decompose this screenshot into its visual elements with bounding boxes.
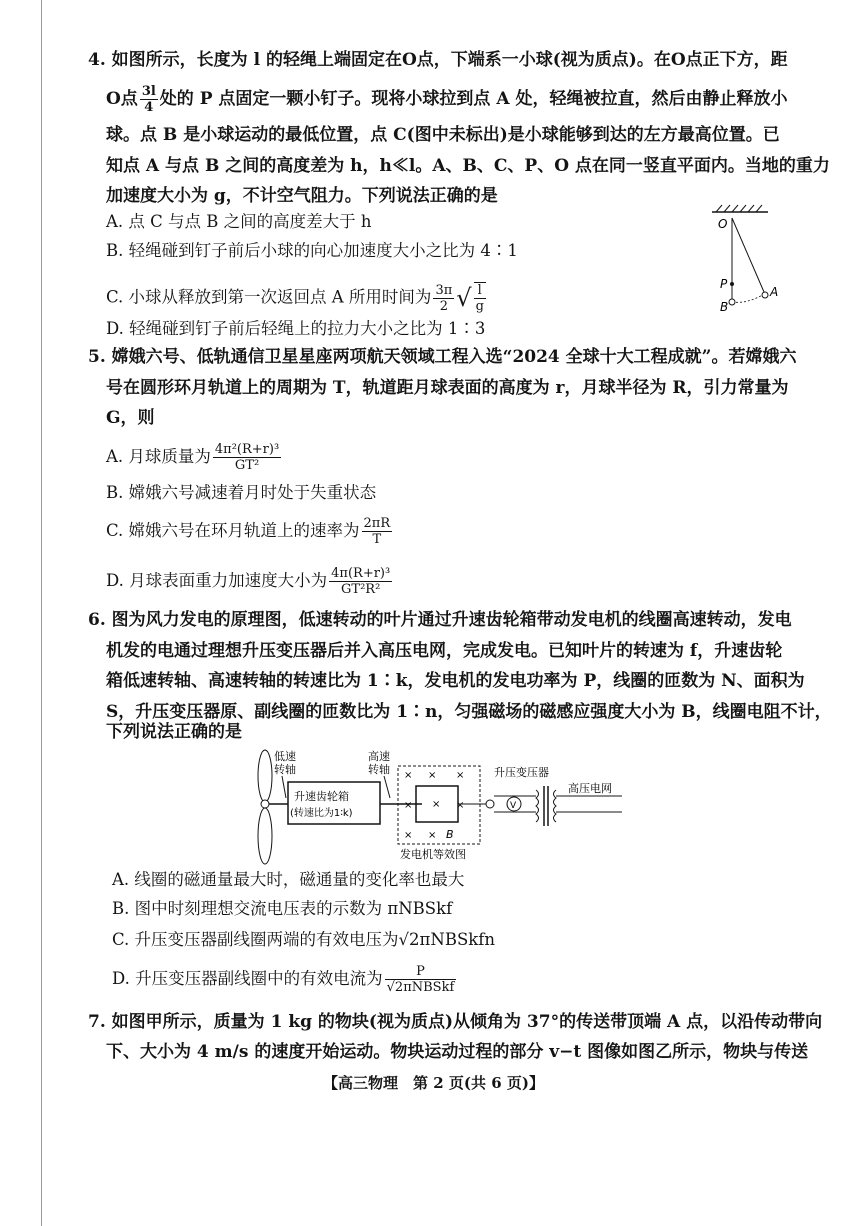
q6-option-d-fraction [385, 964, 457, 995]
q7-line-1: 7. 如图甲所示，质量为 1 kg 的物块(视为质点)从倾角为 37°的传送带顶端 A 点，以沿传动带向 [88, 1012, 823, 1032]
q6-option-a: A. 线圈的磁通量最大时，磁通量的变化率也最大 [112, 870, 465, 889]
q5-option-a-fraction [213, 442, 281, 473]
coil-cross: × [432, 799, 441, 810]
high-shaft-label-2: 转轴 [368, 763, 390, 776]
q6-option-c: C. 升压变压器副线圈两端的有效电压为√2πNBSkfn [112, 930, 495, 949]
frac-numerator: 4π²(R+r)³ [214, 442, 280, 457]
q6-line-1: 6. 图为风力发电的原理图，低速转动的叶片通过升速齿轮箱带动发电机的线圈高速转动，发电 [88, 610, 792, 630]
primary-coil [536, 790, 539, 822]
q4-line-2-prefix: O点 [106, 89, 138, 109]
grid-label: 高压电网 [568, 782, 612, 795]
q5-line-1: 5. 嫦娥六号、低轨通信卫星星座两项航天领域工程入选“2024 全球十大工程成就”。若嫦娥六 [88, 347, 797, 367]
frac-denominator: 2 [439, 298, 448, 314]
q4-line-4: 知点 A 与点 B 之间的高度差为 h，h≪l。A、B、C、P、O 点在同一竖直平面内。当地的重力 [106, 156, 830, 176]
svg-text:×: × [404, 800, 413, 811]
wind-generator-figure [250, 748, 640, 866]
frac-numerator: 4π(R+r)³ [331, 566, 391, 581]
frac-numerator: 3l [141, 84, 156, 99]
q6-line-4: S，升压变压器原、副线圈的匝数比为 1∶n，匀强磁场的磁感应强度大小为 B，线圈电阻不计， [106, 702, 832, 722]
q5-option-a-text: A. 月球质量为 [106, 447, 211, 466]
svg-text:×: × [456, 770, 465, 781]
q4-line-5: 加速度大小为 g，不计空气阻力。下列说法正确的是 [106, 186, 498, 206]
swing-arc [732, 294, 764, 302]
margin-line [41, 0, 42, 1226]
q4-line-2 [106, 84, 787, 115]
ceiling-hatch [716, 205, 762, 212]
q4-option-d: D. 轻绳碰到钉子前后轻绳上的拉力大小之比为 1∶3 [106, 319, 486, 338]
frac-numerator: l [474, 283, 486, 299]
q5-line-3: G，则 [106, 408, 155, 428]
blade-top [258, 750, 272, 802]
frac-denominator: g [475, 299, 484, 314]
q5-option-d-text: D. 月球表面重力加速度大小为 [106, 571, 328, 590]
sqrt-sign: √ [456, 284, 472, 312]
frac-numerator: 3π [435, 282, 453, 298]
q6-line-5: 下列说法正确的是 [106, 722, 242, 742]
q5-option-a [106, 442, 283, 473]
svg-text:×: × [428, 830, 437, 841]
generator-caption: 发电机等效图 [400, 848, 466, 861]
q4-line-3: 球。点 B 是小球运动的最低位置，点 C(图中未标出)是小球能够到达的左方最高位置。已 [106, 125, 780, 145]
low-shaft-pointer [282, 776, 286, 798]
q4-option-c-sqrt-fraction [474, 282, 486, 314]
gearbox-label-2: (转速比为1∶k) [290, 808, 353, 819]
transformer-label: 升压变压器 [494, 766, 549, 779]
q7-line-2: 下、大小为 4 m/s 的速度开始运动。物块运动过程的部分 v−t 图像如图乙所示，物块与传送 [106, 1042, 809, 1062]
pendulum-figure [708, 204, 788, 316]
hub [261, 800, 269, 808]
q4-fraction [140, 84, 158, 115]
frac-numerator: 2πR [363, 516, 391, 531]
q5-option-d [106, 566, 394, 597]
q6-option-d [112, 964, 458, 995]
q4-option-c [106, 282, 488, 314]
q6-option-b: B. 图中时刻理想交流电压表的示数为 πNBSkf [112, 899, 453, 918]
q5-option-c [106, 516, 394, 547]
q4-option-a: A. 点 C 与点 B 之间的高度差大于 h [106, 212, 372, 231]
frac-denominator: √2πNBSkf [386, 980, 455, 995]
blade-bottom [258, 808, 272, 864]
frac-denominator: T [372, 532, 382, 547]
q4-option-c-fraction [433, 283, 454, 314]
gearbox-label-1: 升速齿轮箱 [294, 790, 349, 803]
slip-ring [486, 800, 494, 808]
b-label: B [446, 828, 454, 841]
frac-denominator: GT²R² [341, 582, 381, 597]
high-shaft-label-1: 高速 [368, 750, 390, 763]
label-a: A [770, 285, 779, 299]
q5-option-b: B. 嫦娥六号减速着月时处于失重状态 [106, 483, 377, 502]
label-p: P [720, 277, 728, 291]
q5-option-c-text: C. 嫦娥六号在环月轨道上的速率为 [106, 521, 360, 540]
q5-option-d-fraction [329, 566, 392, 597]
page-footer: 【高三物理 第 2 页(共 6 页)】 [323, 1074, 544, 1092]
label-b: B [720, 300, 729, 314]
nail-p [730, 282, 734, 286]
q4-option-c-text: C. 小球从释放到第一次返回点 A 所用时间为 [106, 287, 432, 307]
frac-denominator: 4 [144, 100, 154, 115]
svg-text:×: × [456, 800, 465, 811]
q4-line-1: 4. 如图所示，长度为 l 的轻绳上端固定在O点，下端系一小球(视为质点)。在O点正下方，距 [88, 50, 788, 70]
svg-text:×: × [404, 770, 413, 781]
ball-a [762, 292, 768, 298]
low-shaft-label-1: 低速 [274, 750, 296, 763]
svg-text:×: × [404, 830, 413, 841]
secondary-coil [554, 790, 557, 822]
q6-option-d-text: D. 升压变压器副线圈中的有效电流为 [112, 969, 383, 988]
q4-line-2-text: 处的 P 点固定一颗小钉子。现将小球拉到点 A 处，轻绳被拉直，然后由静止释放小 [159, 89, 788, 109]
q6-line-2: 机发的电通过理想升压变压器后并入高压电网，完成发电。已知叶片的转速为 f，升速齿轮 [106, 641, 783, 661]
q5-option-c-fraction [362, 516, 393, 547]
frac-numerator: P [385, 964, 457, 980]
voltmeter-symbol: V [510, 801, 517, 811]
svg-text:×: × [428, 770, 437, 781]
label-o: O [718, 217, 728, 231]
low-shaft-label-2: 转轴 [274, 763, 296, 776]
q4-option-b: B. 轻绳碰到钉子前后小球的向心加速度大小之比为 4∶1 [106, 241, 518, 260]
frac-denominator: GT² [234, 458, 260, 473]
q5-line-2: 号在圆形环月轨道上的周期为 T，轨道距月球表面的高度为 r，月球半径为 R，引力常量为 [106, 378, 789, 398]
rope-pulled [732, 218, 764, 292]
q6-line-3: 箱低速转轴、高速转轴的转速比为 1∶k，发电机的发电功率为 P，线圈的匝数为 N、面积为 [106, 671, 805, 691]
high-shaft-pointer [384, 776, 390, 798]
ball-b [729, 299, 735, 305]
